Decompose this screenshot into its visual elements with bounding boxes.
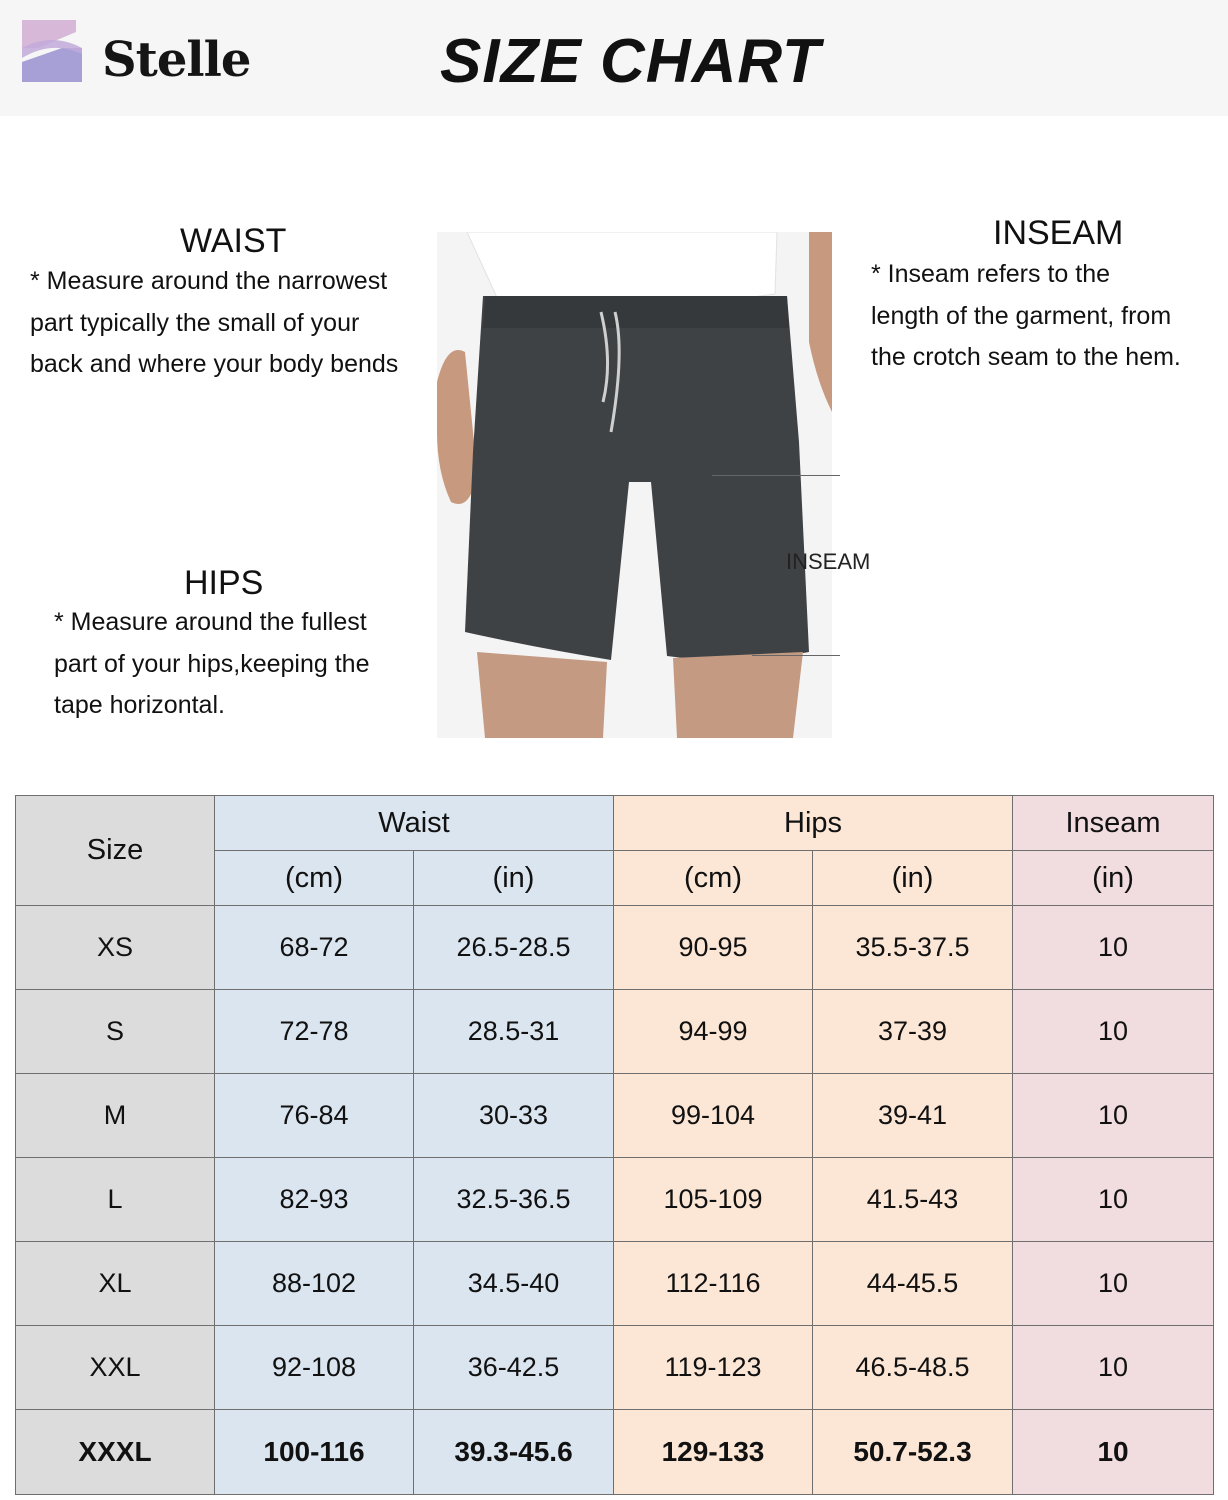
- cell-size: XL: [16, 1242, 215, 1326]
- cell-hips-cm: 105-109: [614, 1158, 813, 1242]
- cell-waist-cm: 82-93: [215, 1158, 414, 1242]
- inseam-line: length of the garment, from: [871, 301, 1172, 330]
- cell-size: XS: [16, 906, 215, 990]
- size-chart-table: [15, 795, 1214, 1495]
- waist-line: back and where your body bends: [30, 350, 399, 378]
- hips-line: part of your hips,keeping the: [54, 649, 370, 678]
- page-title: SIZE CHART: [440, 27, 821, 96]
- cell-waist-cm: 92-108: [215, 1326, 414, 1410]
- cell-waist-in: 32.5-36.5: [414, 1158, 614, 1242]
- cell-hips-cm: 99-104: [614, 1074, 813, 1158]
- header-hips-cm: (cm): [614, 851, 813, 906]
- cell-hips-in: 44-45.5: [813, 1242, 1013, 1326]
- header-waist-cm: (cm): [215, 851, 414, 906]
- inseam-top-line: [712, 475, 840, 476]
- inseam-bottom-line: [752, 655, 840, 656]
- waist-heading: WAIST: [180, 222, 287, 260]
- table-row: [16, 1326, 1214, 1410]
- cell-inseam-in: 10: [1013, 1326, 1214, 1410]
- table-body: [16, 906, 1214, 1495]
- cell-hips-in: 46.5-48.5: [813, 1326, 1013, 1410]
- cell-hips-cm: 129-133: [614, 1410, 813, 1495]
- cell-inseam-in: 10: [1013, 1074, 1214, 1158]
- header-hips: Hips: [614, 796, 1013, 851]
- header-waist-in: (in): [414, 851, 614, 906]
- cell-waist-cm: 88-102: [215, 1242, 414, 1326]
- header-inseam: Inseam: [1013, 796, 1214, 851]
- header-size: Size: [16, 796, 215, 906]
- cell-hips-in: 37-39: [813, 990, 1013, 1074]
- table-row: [16, 990, 1214, 1074]
- cell-waist-cm: 68-72: [215, 906, 414, 990]
- cell-waist-cm: 100-116: [215, 1410, 414, 1495]
- cell-waist-in: 26.5-28.5: [414, 906, 614, 990]
- cell-hips-cm: 90-95: [614, 906, 813, 990]
- header: [0, 0, 1228, 116]
- cell-inseam-in: 10: [1013, 990, 1214, 1074]
- table-group-header-row: [16, 796, 1214, 851]
- waist-line: * Measure around the narrowest: [30, 267, 388, 295]
- hips-line: * Measure around the fullest: [54, 608, 367, 636]
- cell-waist-in: 34.5-40: [414, 1242, 614, 1326]
- table-row: [16, 1158, 1214, 1242]
- cell-hips-cm: 94-99: [614, 990, 813, 1074]
- cell-waist-in: 28.5-31: [414, 990, 614, 1074]
- table-row: [16, 1074, 1214, 1158]
- cell-hips-cm: 119-123: [614, 1326, 813, 1410]
- header-hips-in: (in): [813, 851, 1013, 906]
- inseam-heading: INSEAM: [993, 214, 1124, 252]
- cell-hips-in: 50.7-52.3: [813, 1410, 1013, 1495]
- header-waist: Waist: [215, 796, 614, 851]
- hips-description: [54, 602, 369, 727]
- cell-waist-in: 30-33: [414, 1074, 614, 1158]
- cell-hips-cm: 112-116: [614, 1242, 813, 1326]
- hips-heading: HIPS: [184, 564, 264, 602]
- table-row: [16, 906, 1214, 990]
- stelle-s-logo-icon: [18, 18, 86, 84]
- inseam-line: * Inseam refers to the: [871, 260, 1111, 288]
- cell-waist-in: 36-42.5: [414, 1326, 614, 1410]
- hips-line: tape horizontal.: [54, 691, 225, 719]
- cell-waist-cm: 72-78: [215, 990, 414, 1074]
- cell-inseam-in: 10: [1013, 1410, 1214, 1495]
- inseam-description: [871, 254, 1181, 379]
- inseam-line: the crotch seam to the hem.: [871, 343, 1181, 371]
- brand-name: Stelle: [102, 32, 251, 88]
- cell-hips-in: 35.5-37.5: [813, 906, 1013, 990]
- cell-size: L: [16, 1158, 215, 1242]
- cell-hips-in: 41.5-43: [813, 1158, 1013, 1242]
- header-inseam-in: (in): [1013, 851, 1214, 906]
- table-row: [16, 1410, 1214, 1495]
- waist-description: [30, 261, 398, 386]
- cell-size: XXXL: [16, 1410, 215, 1495]
- product-photo-shorts: [437, 232, 832, 738]
- waist-line: part typically the small of your: [30, 308, 360, 337]
- table-row: [16, 1242, 1214, 1326]
- cell-waist-cm: 76-84: [215, 1074, 414, 1158]
- cell-inseam-in: 10: [1013, 1158, 1214, 1242]
- cell-inseam-in: 10: [1013, 1242, 1214, 1326]
- cell-size: S: [16, 990, 215, 1074]
- cell-waist-in: 39.3-45.6: [414, 1410, 614, 1495]
- cell-hips-in: 39-41: [813, 1074, 1013, 1158]
- cell-size: M: [16, 1074, 215, 1158]
- cell-size: XXL: [16, 1326, 215, 1410]
- cell-inseam-in: 10: [1013, 906, 1214, 990]
- inseam-measure-label: INSEAM: [786, 549, 871, 574]
